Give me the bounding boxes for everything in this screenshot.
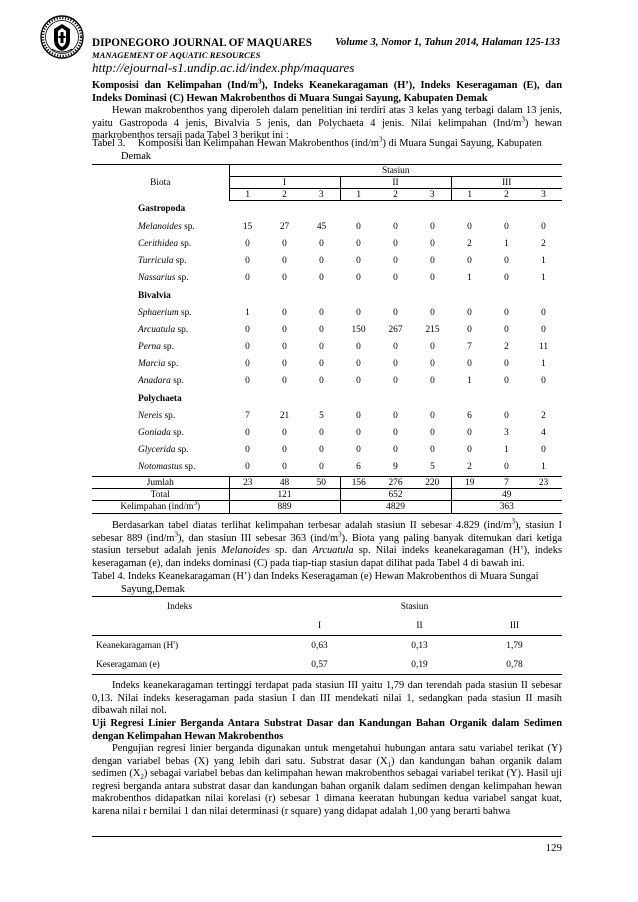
empty-cell [340, 287, 377, 304]
biota-name [92, 218, 229, 235]
value-cell: 0 [430, 428, 435, 439]
taxon-suffix: sp. [170, 376, 184, 387]
value-cell: 0 [541, 376, 546, 387]
value-cell: 0 [504, 307, 509, 318]
taxon-genus: Arcuatula [138, 324, 176, 335]
empty-cell [414, 287, 451, 304]
value-cell: 2 [504, 342, 509, 353]
group-row [92, 287, 562, 304]
value-cell: 1 [541, 256, 546, 267]
value-cell: 0 [430, 238, 435, 249]
value-cell: 0 [430, 307, 435, 318]
group-label: Polychaeta [138, 393, 182, 404]
value-cell: 0 [504, 376, 509, 387]
biota-name [92, 304, 229, 321]
value-cell: 0,63 [311, 640, 328, 651]
empty-cell [525, 390, 562, 407]
value-cell: 0 [319, 376, 324, 387]
table-row [92, 339, 562, 356]
header-station-3: III [467, 616, 562, 636]
page-number: 129 [545, 842, 562, 854]
biota-name [92, 373, 229, 390]
table-row [92, 218, 562, 235]
value-cell: 1 [467, 273, 472, 284]
value-cell: 0 [356, 410, 361, 421]
kelimpahan-label [92, 498, 229, 513]
value-cell: 0 [504, 256, 509, 267]
value-cell: 0 [245, 462, 250, 473]
value-cell: 0 [356, 428, 361, 439]
header-station-2: II [372, 616, 467, 636]
taxon-genus: Sphaerium [138, 307, 179, 318]
header-subcol: 1 [451, 189, 488, 201]
empty-cell [340, 390, 377, 407]
value-cell: 0 [282, 342, 287, 353]
value-cell: 0 [245, 376, 250, 387]
jumlah-row [92, 477, 562, 489]
table3-caption: Tabel 3. Komposisi dan Kelimpahan Hewan Makrobenthos $(ind/m^3)$ di Muara Sungai Sayung, Kabupaten Demak [92, 135, 542, 162]
value-cell: 2 [541, 410, 546, 421]
kelimpahan-row [92, 501, 562, 513]
taxon-suffix: sp. [175, 273, 189, 284]
value-cell: 0 [504, 462, 509, 473]
kelimpahan-label-sup: 3 [193, 498, 198, 507]
value-cell: 0 [430, 273, 435, 284]
empty-cell [303, 287, 340, 304]
taxon-suffix: sp. [160, 342, 174, 353]
value-cell: 0 [541, 307, 546, 318]
header-station-1: I [229, 177, 340, 189]
empty-cell [340, 201, 377, 219]
university-seal-logo [40, 15, 84, 59]
taxon-suffix: sp. [181, 221, 195, 232]
taxon-genus: Goniada [138, 428, 171, 439]
value-cell: 1 [541, 359, 546, 370]
table-row [92, 356, 562, 373]
kelimpahan-label-close: ) [197, 501, 201, 512]
value-cell: 0,13 [411, 640, 428, 651]
jumlah-cell: 220 [414, 477, 451, 489]
table-3 [92, 164, 562, 514]
jumlah-cell: 23 [525, 477, 562, 489]
header-indeks: Indeks [92, 597, 267, 617]
taxon-genus: Nassarius [138, 273, 176, 284]
value-cell: 1 [467, 376, 472, 387]
group-row [92, 390, 562, 407]
value-cell: 0 [282, 376, 287, 387]
value-cell: 0 [467, 221, 472, 232]
value-cell: 0 [393, 256, 398, 267]
value-cell: 0 [430, 256, 435, 267]
empty-cell [488, 287, 525, 304]
header-subcol: 3 [525, 189, 562, 201]
table-row [92, 304, 562, 321]
kelimpahan-label-text: Kelimpahan (ind/m [120, 501, 194, 512]
value-cell: 7 [245, 410, 250, 421]
value-cell: 0 [356, 256, 361, 267]
biota-name [92, 356, 229, 373]
value-cell: 0 [393, 410, 398, 421]
value-cell: 0 [245, 324, 250, 335]
value-cell: 0 [430, 221, 435, 232]
value-cell: 0 [319, 428, 324, 439]
taxon-suffix: sp. [178, 238, 192, 249]
taxon-suffix: sp. [175, 445, 189, 456]
header-subcol: 2 [377, 189, 414, 201]
value-cell: 0 [430, 376, 435, 387]
value-cell: 0 [282, 445, 287, 456]
value-cell: 7 [467, 342, 472, 353]
value-cell: 0 [467, 256, 472, 267]
empty-cell [488, 390, 525, 407]
value-cell: 5 [319, 410, 324, 421]
value-cell: 0 [245, 445, 250, 456]
value-cell: 0 [356, 342, 361, 353]
value-cell: 45 [316, 221, 327, 232]
taxon-suffix: sp. [178, 307, 192, 318]
table-4 [92, 596, 562, 675]
value-cell: 6 [467, 410, 472, 421]
biota-name [92, 321, 229, 338]
value-cell: 0 [504, 324, 509, 335]
taxon-genus: Marcia [138, 359, 166, 370]
value-cell: 6 [356, 462, 361, 473]
taxon-suffix: sp. [170, 428, 184, 439]
value-cell: 0 [319, 342, 324, 353]
value-cell: 0 [245, 273, 250, 284]
value-cell: 0 [467, 324, 472, 335]
value-cell: 0 [319, 462, 324, 473]
value-cell: 0 [541, 221, 546, 232]
empty-cell [229, 201, 266, 219]
header-subcol: 1 [229, 189, 266, 201]
value-cell: 4 [541, 428, 546, 439]
header-station-1: I [267, 616, 372, 636]
value-cell: 3 [504, 428, 509, 439]
empty-cell [377, 390, 414, 407]
empty-cell [451, 201, 488, 219]
biota-name [92, 424, 229, 441]
value-cell: 0 [282, 273, 287, 284]
value-cell: 15 [242, 221, 253, 232]
header-empty [92, 616, 267, 636]
taxon-suffix: sp. [165, 359, 179, 370]
value-cell: 1 [541, 462, 546, 473]
empty-cell [303, 201, 340, 219]
value-cell: 9 [393, 462, 398, 473]
table3-body [92, 165, 562, 514]
table-row [92, 655, 562, 675]
header-station-3: III [451, 177, 562, 189]
taxon-suffix: sp. [182, 462, 196, 473]
header-subcol: 3 [414, 189, 451, 201]
value-cell: 2 [467, 238, 472, 249]
total-cell: 49 [451, 489, 562, 501]
taxon-genus: Nereis [138, 410, 163, 421]
footer-rule [92, 836, 562, 837]
value-cell: 11 [538, 342, 549, 353]
jumlah-cell: 50 [303, 477, 340, 489]
value-cell: 215 [425, 324, 440, 335]
empty-cell [303, 390, 340, 407]
value-cell: 0 [430, 445, 435, 456]
table-row [92, 636, 562, 656]
value-cell: 2 [541, 238, 546, 249]
value-cell: 0 [467, 445, 472, 456]
value-cell: 1,79 [506, 640, 523, 651]
kelimpahan-cell: 4829 [340, 501, 451, 513]
kelimpahan-cell: 363 [451, 501, 562, 513]
value-cell: 0 [393, 428, 398, 439]
value-cell: 0 [282, 359, 287, 370]
taxon-suffix: sp. [173, 256, 187, 267]
value-cell: 0 [282, 462, 287, 473]
table-row [92, 253, 562, 270]
value-cell: 0 [393, 221, 398, 232]
value-cell: 0 [319, 273, 324, 284]
value-cell: 1 [504, 238, 509, 249]
biota-name [92, 270, 229, 287]
value-cell: 0 [504, 273, 509, 284]
table-row [92, 407, 562, 424]
value-cell: 0 [245, 238, 250, 249]
index-label: Keseragaman (e) [92, 655, 267, 675]
value-cell: 0 [245, 256, 250, 267]
value-cell: 0 [356, 359, 361, 370]
volume-info: Volume 3, Nomor 1, Tahun 2014, Halaman 125-133 [335, 37, 560, 48]
biota-name [92, 459, 229, 477]
empty-cell [266, 287, 303, 304]
value-cell: 0 [245, 428, 250, 439]
value-cell: 0 [319, 307, 324, 318]
taxon-genus: Turricula [138, 256, 174, 267]
value-cell: 1 [541, 273, 546, 284]
jumlah-cell: 156 [340, 477, 377, 489]
value-cell: 0 [319, 256, 324, 267]
header-subcol: 2 [488, 189, 525, 201]
jumlah-label: Jumlah [92, 477, 229, 489]
table-row [92, 373, 562, 390]
empty-cell [414, 390, 451, 407]
value-cell: 0 [356, 445, 361, 456]
table-row [92, 235, 562, 252]
value-cell: 0 [282, 238, 287, 249]
section-heading-2: Uji Regresi Linier Berganda Antara Substrat Dasar dan Kandungan Bahan Organik dalam Sedimen dengan Kelimpahan Hewan Makrobenthos [92, 718, 562, 742]
empty-cell [266, 390, 303, 407]
jumlah-cell: 23 [229, 477, 266, 489]
value-cell: 0 [245, 359, 250, 370]
value-cell: 0 [393, 238, 398, 249]
value-cell: 0 [430, 410, 435, 421]
value-cell: 5 [430, 462, 435, 473]
taxon-genus: Perna [138, 342, 161, 353]
value-cell: 0 [504, 410, 509, 421]
taxon-genus: Cerithidea [138, 238, 179, 249]
biota-name [92, 253, 229, 270]
paragraph-1: Hewan makrobenthos yang diperoleh dalam penelitian ini terdiri atas 3 kelas yang terbagi dalam 13 jenis, yaitu Gastropoda 4 jenis, Bivalvia 5 jenis, dan Polychaeta 4 jenis. Nilai kelimpahan $(Ind/m^3)$ hewan markrobenthos tersaji pada Tabel 3 berikut ini : [92, 105, 562, 142]
header-subcol: 1 [340, 189, 377, 201]
table4-caption: Tabel 4. Indeks Keanekaragaman (H’) dan Indeks Keseragaman (e) Hewan Makrobenthos di Muara Sungai Sayung,Demak [92, 571, 539, 595]
value-cell: 0 [319, 238, 324, 249]
group-label: Gastropoda [138, 204, 186, 215]
biota-name [92, 407, 229, 424]
value-cell: 0 [430, 359, 435, 370]
value-cell: 0 [356, 307, 361, 318]
empty-cell [525, 287, 562, 304]
value-cell: 0 [504, 359, 509, 370]
value-cell: 0,78 [467, 655, 562, 675]
value-cell: 0 [393, 273, 398, 284]
value-cell: 0 [541, 445, 546, 456]
value-cell: 0 [282, 256, 287, 267]
empty-cell [488, 201, 525, 219]
header-station-2: II [340, 177, 451, 189]
group-row [92, 201, 562, 219]
index-label: Keanekaragaman (H') [96, 640, 179, 651]
value-cell: 0 [319, 359, 324, 370]
empty-cell [525, 201, 562, 219]
section-heading: Komposisi dan Kelimpahan $(Ind/m^3)$, Indeks Keanekaragaman (H’), Indeks Keseragaman (E), dan Indeks Dominasi (C) Hewan Makrobenthos di Muara Sungai Sayung, Kabupaten Demak [92, 77, 562, 104]
taxon-suffix: sp. [162, 410, 176, 421]
value-cell: 150 [351, 324, 366, 335]
table-row [92, 424, 562, 441]
empty-cell [414, 201, 451, 219]
biota-name [92, 339, 229, 356]
table-row [92, 321, 562, 338]
value-cell: 0 [541, 324, 546, 335]
value-cell: 0 [393, 359, 398, 370]
header-biota: Biota [92, 165, 229, 201]
value-cell: 1 [504, 445, 509, 456]
biota-name [92, 235, 229, 252]
empty-cell [451, 390, 488, 407]
jumlah-cell: 19 [451, 477, 488, 489]
value-cell: 1 [245, 307, 250, 318]
value-cell: 0 [393, 307, 398, 318]
header-stasiun: Stasiun [267, 597, 562, 617]
total-row [92, 489, 562, 501]
biota-name [92, 442, 229, 459]
value-cell: 0 [282, 307, 287, 318]
value-cell: 27 [279, 221, 290, 232]
header-subcol: 2 [266, 189, 303, 201]
value-cell: 0 [356, 376, 361, 387]
value-cell: 0 [282, 428, 287, 439]
kelimpahan-cell: 889 [229, 501, 340, 513]
value-cell: 0 [504, 221, 509, 232]
total-cell: 652 [340, 489, 451, 501]
table-row [92, 459, 562, 477]
taxon-suffix: sp. [175, 324, 189, 335]
paragraph-2: Berdasarkan tabel diatas terlihat kelimpahan terbesar adalah stasiun II sebesar 4.829 $(ind/m^3)$, stasiun I sebesar 889 $(ind/m^3)$, dan stasiun III sebesar 363 $(ind/m^3)$. Biota yang paling banyak ditemukan dari ketiga stasiun tersebut adalah jenis Melanoides sp. dan Arcuatula sp. Nilai indeks keanekaragaman (H’), indeks keseragaman (e), dan indeks dominasi (C) pada tiap-tiap stasiun dapat dilihat pada Tabel 4 di bawah ini. [92, 517, 562, 569]
empty-cell [229, 287, 266, 304]
empty-cell [377, 287, 414, 304]
value-cell: 267 [388, 324, 403, 335]
total-label: Total [92, 489, 229, 501]
value-cell: 0,19 [372, 655, 467, 675]
empty-cell [229, 390, 266, 407]
empty-cell [451, 287, 488, 304]
total-cell: 121 [229, 489, 340, 501]
jumlah-cell: 276 [377, 477, 414, 489]
value-cell: 0 [393, 445, 398, 456]
value-cell: 0,57 [267, 655, 372, 675]
journal-url[interactable]: http://ejournal-s1.undip.ac.id/index.php/maquares [92, 60, 355, 75]
value-cell: 0 [282, 324, 287, 335]
value-cell: 0 [467, 307, 472, 318]
value-cell: 0 [356, 221, 361, 232]
table4-body [92, 597, 562, 675]
value-cell: 0 [356, 238, 361, 249]
taxon-genus: Anadara [138, 376, 171, 387]
empty-cell [377, 201, 414, 219]
value-cell: 0 [467, 428, 472, 439]
paragraph-4: Pengujian regresi linier berganda digunakan untuk mengetahui hubungan antara satu variabel terikat (Y) dengan variabel bebas (X) yang lebih dari satu. Substrat dasar $(X_1)$ dan kandungan bahan organik dalam sedimen $(X_2)$ sebagai variabel bebas dan kelimpahan hewan makrobenthos sebagai variabel terikat (Y). Hasil uji regresi berganda antara substrat dasar dan kandungan bahan organik dalam sedimen dengan kelimpahan hewan makrobenthos didapatkan nilai korelasi (r) sebesar 1 dimana keeratan hubungan kedua variabel sangat kuat, karena nilai r bernilai 1 dan nilai determinasi (r square) yang didapat adalah 1,00 yang berarti bahwa [92, 743, 563, 817]
table-row [92, 442, 562, 459]
journal-subtitle: MANAGEMENT OF AQUATIC RESOURCES [92, 50, 261, 60]
value-cell: 0 [393, 376, 398, 387]
group-label: Bivalvia [138, 290, 171, 301]
jumlah-cell: 7 [488, 477, 525, 489]
value-cell: 21 [279, 410, 290, 421]
empty-cell [266, 201, 303, 219]
value-cell: 2 [467, 462, 472, 473]
header-stasiun: Stasiun [229, 165, 562, 177]
header-subcol: 3 [303, 189, 340, 201]
value-cell: 0 [319, 324, 324, 335]
value-cell: 0 [467, 359, 472, 370]
table-row [92, 270, 562, 287]
value-cell: 0 [245, 342, 250, 353]
journal-title: DIPONEGORO JOURNAL OF MAQUARES [92, 37, 312, 49]
taxon-genus: Notomastus [138, 462, 183, 473]
paragraph-3: Indeks keanekaragaman tertinggi terdapat pada stasiun III yaitu 1,79 dan terendah pada stasiun II sebesar 0,13. Nilai indeks keseragaman pada stasiun I dan III mendekati nilai 1, sedangkan pada stasiun II masih dibawah nilai nol. [92, 680, 562, 717]
jumlah-cell: 48 [266, 477, 303, 489]
value-cell: 0 [393, 342, 398, 353]
value-cell: 0 [356, 273, 361, 284]
taxon-genus: Melanoides [138, 221, 182, 232]
taxon-genus: Glycerida [138, 445, 176, 456]
value-cell: 0 [319, 445, 324, 456]
value-cell: 0 [430, 342, 435, 353]
